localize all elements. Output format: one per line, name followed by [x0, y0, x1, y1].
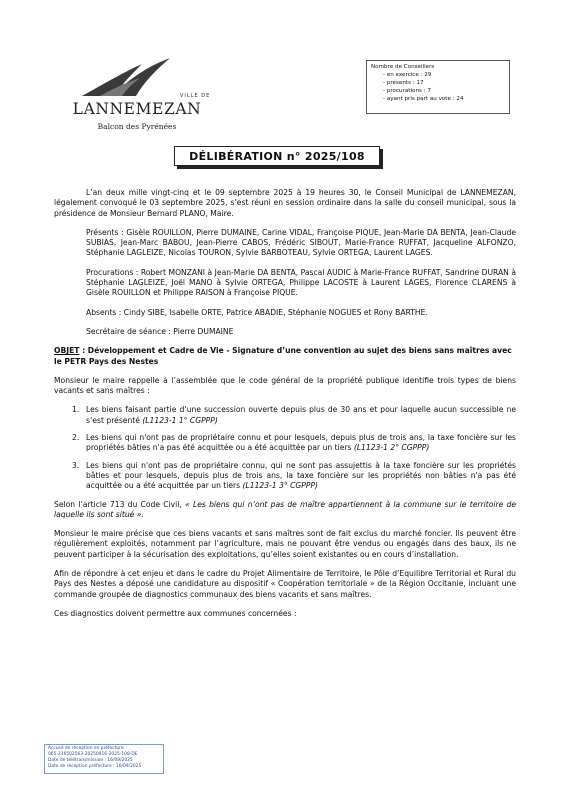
mountain-logo-icon	[80, 56, 190, 98]
receipt-line: Date de télétransmission : 16/09/2025	[48, 758, 133, 763]
deliberation-title: DÉLIBÉRATION n° 2025/108	[174, 146, 380, 166]
list-item-number: 3.	[72, 460, 80, 470]
objet-heading	[54, 346, 516, 367]
count-presents: - présents : 17	[383, 80, 424, 86]
list-item-text: Les biens faisant partie d’une succession ouverte depuis plus de 30 ans et pour laquelle aucun successible ne s’est présenté	[86, 405, 516, 425]
afin-paragraph: Afin de répondre à cet enjeu et dans le cadre du Projet Alimentaire de Territoire, le Pôle d’Equilibre Territorial et Rural du Pays des Nestes a déposé une candidature au dispositif « Coopération territoriale » de la Région Occitanie, incluant une commande groupée de diagnostics communaux des biens vacants et sans maîtres.	[54, 569, 516, 599]
absents-paragraph: Absents : Cindy SIBE, Isabelle ORTE, Patrice ABADIE, Stéphanie NOGUES et Rony BARTHE.	[86, 307, 428, 317]
deliberation-body	[54, 188, 516, 628]
list-item	[54, 461, 516, 492]
code-civil-quote: « Les biens qui n’ont pas de maître appartiennent à la commune sur le territoire de laquelle ils sont situé ».	[54, 499, 516, 519]
count-procurations: - procurations : 7	[383, 88, 431, 94]
list-item	[54, 433, 516, 454]
list-item	[54, 405, 516, 426]
diagnostics-paragraph: Ces diagnostics doivent permettre aux communes concernées :	[54, 608, 297, 618]
receipt-line: Date de réception préfecture : 16/09/2025	[48, 764, 142, 769]
procurations-paragraph: Procurations : Robert MONZANI à Jean-Marie DA BENTA, Pascal AUDIC à Marie-France RUFFAT, Sandrine DURAN à Stéphanie LAGLEIZE, Joël MANO à Sylvie ORTEGA, Philippe LACOSTE à Laurent LAGES, Florence CLARENS à Gisèle ROUILLON et Philippe RAISON à Françoise PIQUE.	[86, 267, 516, 298]
list-item-ref: (L1123-1 2° CGPPP)	[353, 443, 430, 453]
list-item-number: 1.	[72, 405, 80, 415]
count-votants: - ayant pris part au vote : 24	[383, 96, 464, 102]
presents-paragraph: Présents : Gisèle ROUILLON, Pierre DUMAINE, Carine VIDAL, Françoise PIQUE, Jean-Marie DA BENTA, Jean-Claude SUBIAS, Jean-Marc BABOU, Jean-Pierre CABOS, Frédéric SIBOUT, Marie-France RUFFAT, Jacqueline ALFONZO, Stéphanie LAGLEIZE, Nicolas TOURON, Sylvie BARBOTEAU, Sylvie ORTEGA, Laurent LAGES.	[86, 227, 516, 258]
receipt-line: Accusé de réception en préfecture	[48, 746, 124, 751]
logo-city-name: LANNEMEZAN	[72, 100, 202, 118]
rappel-paragraph: Monsieur le maire rappelle à l’assemblée que le code général de la propriété publique identifie trois types de biens vacants et sans maîtres :	[54, 375, 516, 396]
receipt-line: 065-216502563-20250916-2025-108-DE	[48, 752, 138, 757]
biens-list	[54, 405, 516, 491]
prefecture-receipt-stamp	[44, 744, 164, 774]
list-item-text: Les biens qui n'ont pas de propriétaire connu et pour lesquels, depuis plus de trois ans, la taxe foncière sur les propriétés bâties n'a pas été acquittée ou a été acquittée par un tiers	[86, 433, 516, 453]
precise-paragraph: Monsieur le maire précise que ces biens vacants et sans maîtres sont de fait exclus du marché foncier. Ils peuvent être régulièrement exploités, notamment par l’agriculture, mais ne pouvant être vendus ou engagés dans des baux, ils ne peuvent participer à la sécurisation des exploitations, qu’elles soient existantes ou en cours d’installation.	[54, 529, 516, 559]
objet-text: : Développement et Cadre de Vie - Signature d’une convention au sujet des biens sans maîtres avec le PETR Pays des Nestes	[54, 346, 512, 366]
list-item-ref: (L1123-1 1° CGPPP)	[142, 415, 218, 425]
logo-subtitle: Balcon des Pyrénées	[97, 122, 177, 131]
code-civil-intro: Selon l’article 713 du Code Civil,	[54, 499, 186, 509]
count-en-exercice: - en exercice : 29	[383, 72, 432, 78]
list-item-number: 2.	[72, 433, 80, 443]
secretaire-paragraph: Secrétaire de séance : Pierre DUMAINE	[86, 326, 234, 336]
councillors-count-box	[366, 60, 510, 114]
list-item-ref: (L1123-1 3° CGPPP)	[242, 481, 318, 491]
counts-heading: Nombre de Conseillers	[371, 64, 435, 70]
city-logo	[62, 56, 212, 156]
list-item-text: Les biens qui n'ont pas de propriétaire connu, qui ne sont pas assujettis à la taxe foncière sur les propriétés bâties et pour lesquels, depuis plus de trois ans, la taxe foncière sur les propriétés non bâties n'a pas été acquittée ou a été acquittée par un tiers	[86, 460, 516, 491]
intro-paragraph: L’an deux mille vingt-cinq et le 09 septembre 2025 à 19 heures 30, le Conseil Municipal de LANNEMEZAN, légalement convoqué le 03 septembre 2025, s’est réuni en session ordinaire dans la salle du conseil municipal, sous la présidence de Monsieur Bernard PLANO, Maire.	[54, 188, 516, 218]
logo-ville-text: VILLE DE	[180, 93, 211, 99]
objet-keyword: OBJET	[54, 346, 80, 356]
code-civil-paragraph	[54, 500, 516, 521]
